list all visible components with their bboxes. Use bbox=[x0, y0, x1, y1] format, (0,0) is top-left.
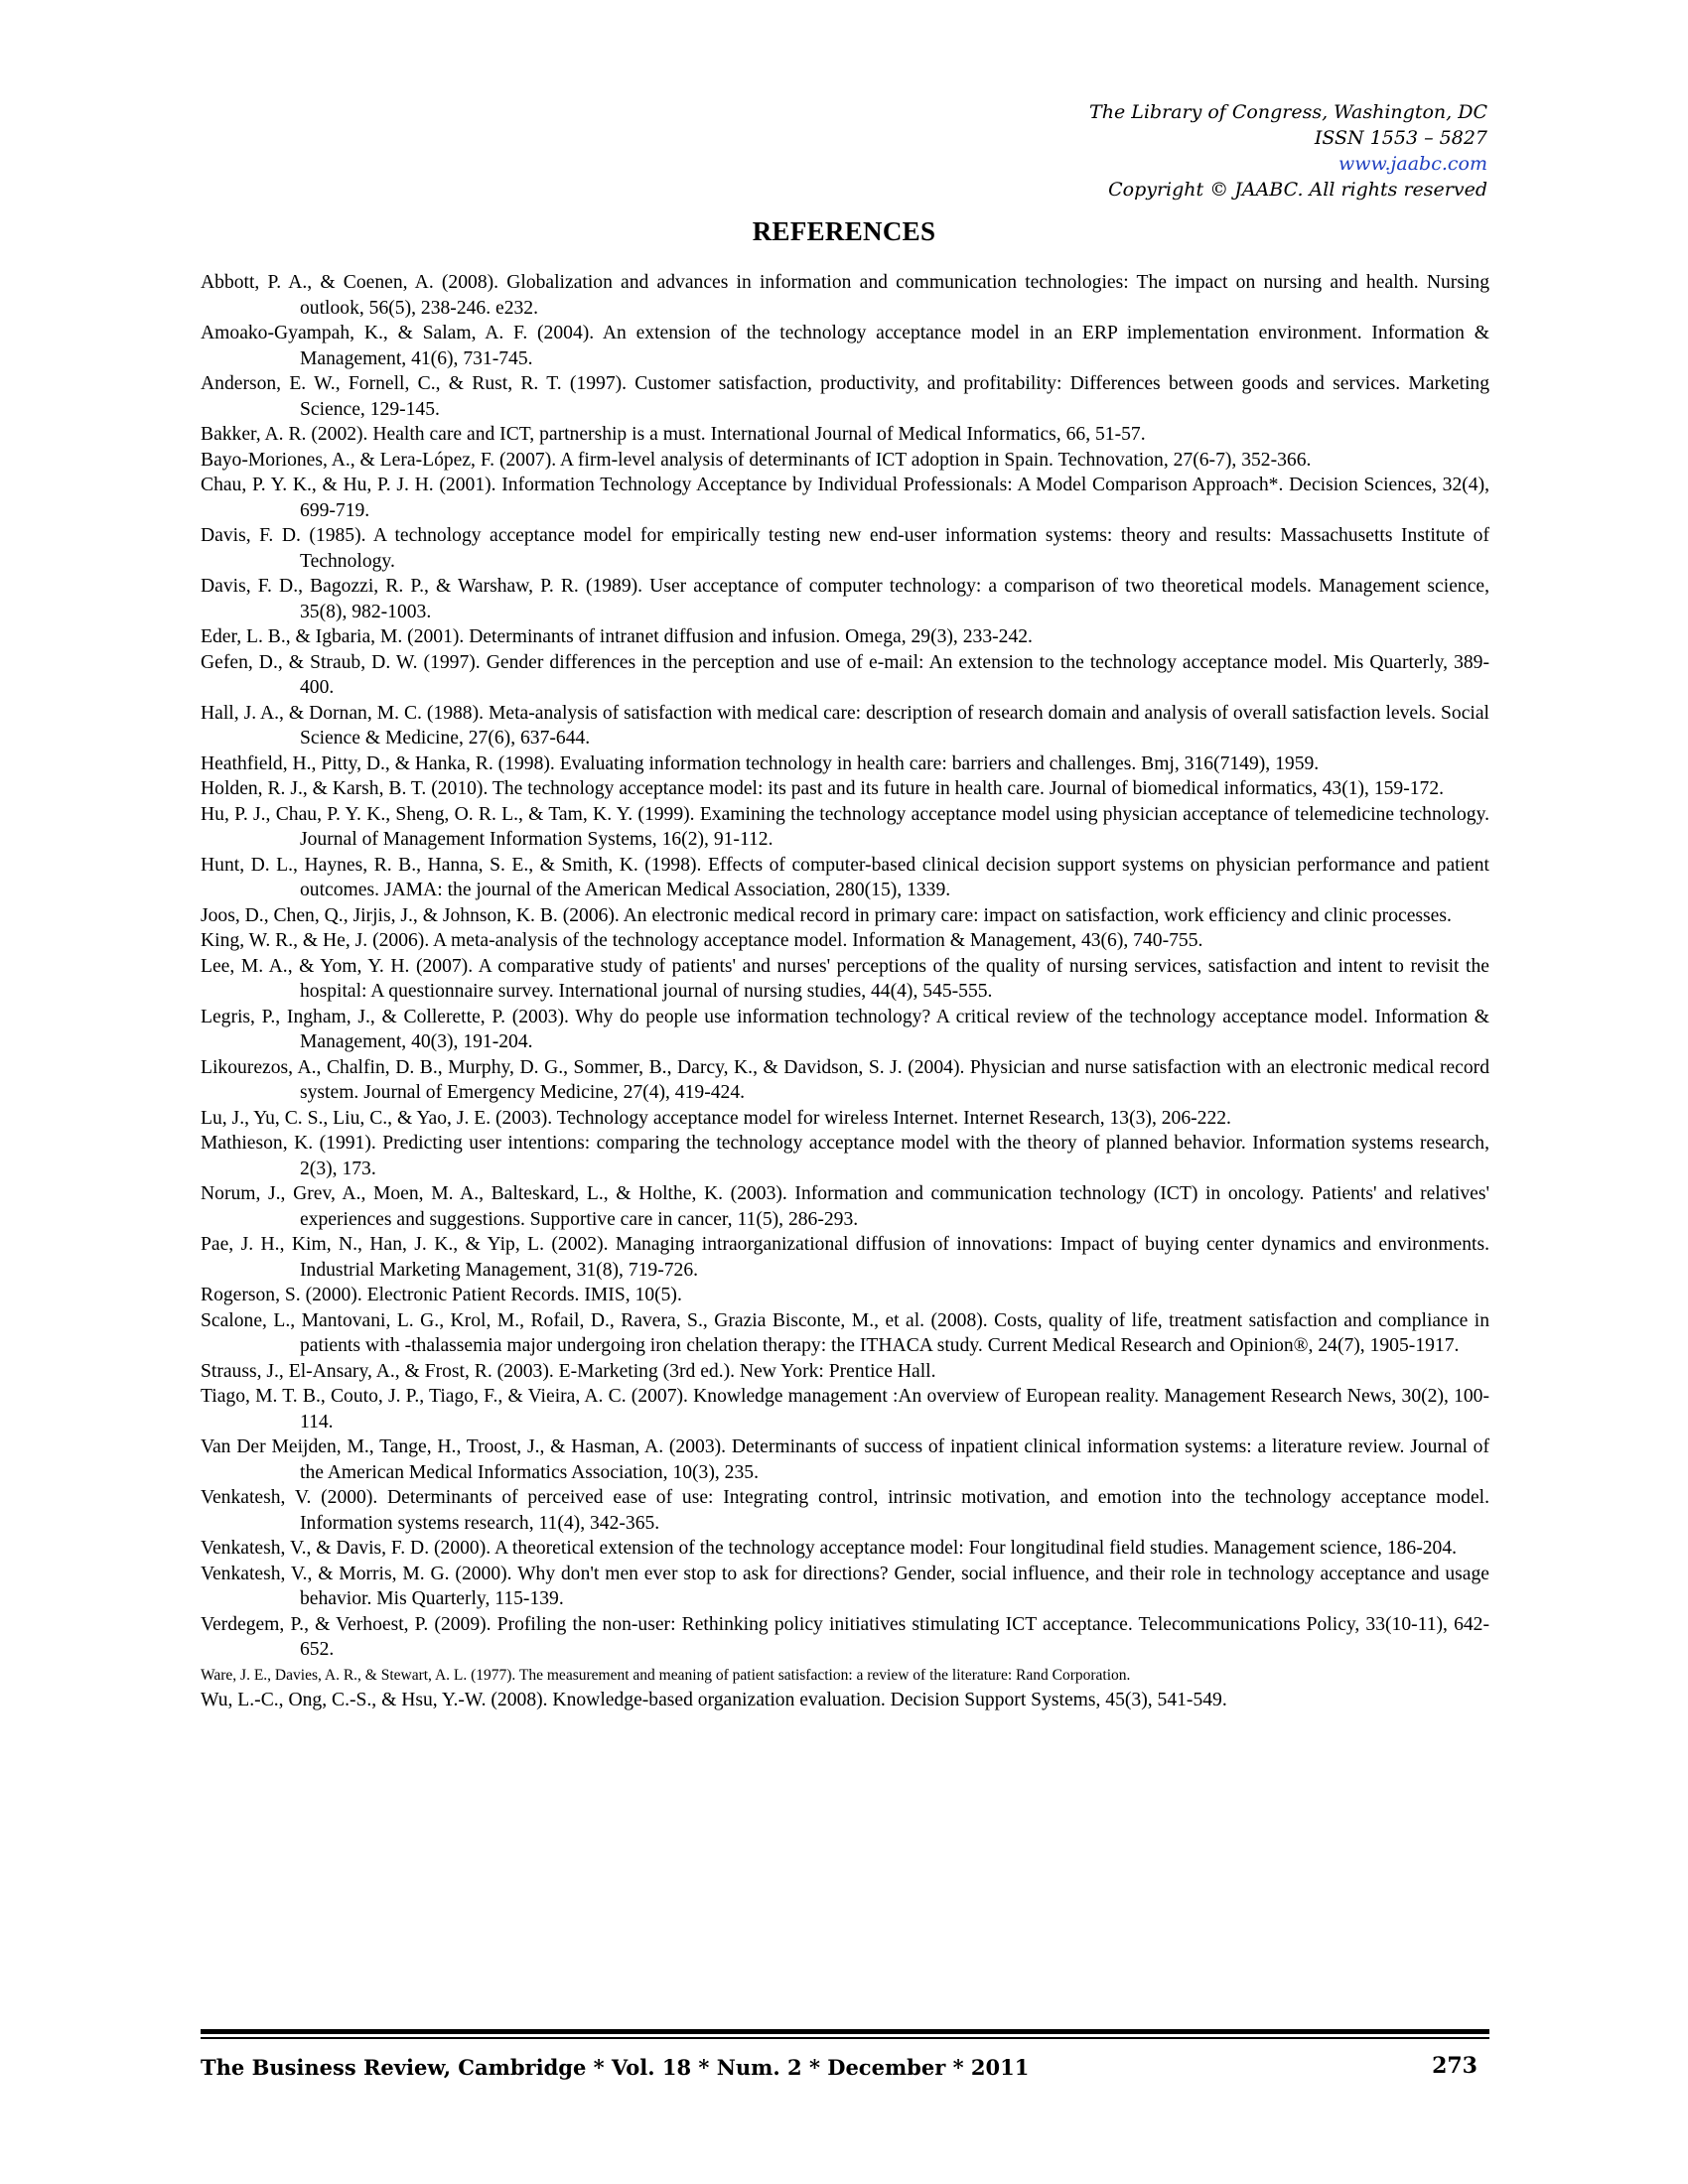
reference-item: Lee, M. A., & Yom, Y. H. (2007). A comparative study of patients' and nurses' perceptions of the quality of nursing services, satisfaction and intent to revisit the hospital: A questionnaire survey. International journal of nursing studies, 44(4), 545-555. bbox=[201, 955, 1489, 1002]
reference-item: Norum, J., Grev, A., Moen, M. A., Balteskard, L., & Holthe, K. (2003). Information and communication technology (ICT) in oncology. Patients' and relatives' experiences and suggestions. Supportive care in cancer, 11(5), 286-293. bbox=[201, 1183, 1489, 1230]
reference-item: Davis, F. D. (1985). A technology acceptance model for empirically testing new end-user information systems: theory and results: Massachusetts Institute of Technology. bbox=[201, 525, 1489, 572]
reference-item: Chau, P. Y. K., & Hu, P. J. H. (2001). Information Technology Acceptance by Individual Professionals: A Model Comparison Approach*. Decision Sciences, 32(4), 699-719. bbox=[201, 475, 1489, 521]
reference-item: Tiago, M. T. B., Couto, J. P., Tiago, F., & Vieira, A. C. (2007). Knowledge management :An overview of European reality. Management Research News, 30(2), 100-114. bbox=[201, 1386, 1489, 1433]
footer-divider-thick bbox=[201, 2029, 1489, 2034]
reference-item: Amoako-Gyampah, K., & Salam, A. F. (2004). An extension of the technology acceptance model in an ERP implementation environment. Information & Management, 41(6), 731-745. bbox=[201, 323, 1489, 369]
reference-item: Venkatesh, V. (2000). Determinants of perceived ease of use: Integrating control, intrinsic motivation, and emotion into the technology acceptance model. Information systems research, 11(4), 342-365. bbox=[201, 1487, 1489, 1534]
reference-item: Venkatesh, V., & Morris, M. G. (2000). Why don't men ever stop to ask for directions? Gender, social influence, and their role in technology acceptance and usage behavior. Mis Quarterly, 115-139. bbox=[201, 1563, 1489, 1609]
reference-item: Strauss, J., El-Ansary, A., & Frost, R. (2003). E-Marketing (3rd ed.). New York: Prentice Hall. bbox=[201, 1360, 936, 1382]
reference-item: Venkatesh, V., & Davis, F. D. (2000). A theoretical extension of the technology acceptance model: Four longitudinal field studies. Management science, 186-204. bbox=[201, 1538, 1458, 1559]
reference-item: Hunt, D. L., Haynes, R. B., Hanna, S. E., & Smith, K. (1998). Effects of computer-based clinical decision support systems on physician performance and patient outcomes. JAMA: the journal of the American Medical Association, 280(15), 1339. bbox=[201, 854, 1489, 900]
footer-journal-citation: The Business Review, Cambridge * Vol. 18 * Num. 2 * December * 2011 bbox=[201, 2055, 1030, 2080]
reference-item: Joos, D., Chen, Q., Jirjis, J., & Johnson, K. B. (2006). An electronic medical record in primary care: impact on satisfaction, work efficiency and clinic processes. bbox=[201, 904, 1452, 926]
reference-item: Bayo-Moriones, A., & Lera-López, F. (2007). A firm-level analysis of determinants of ICT adoption in Spain. Technovation, 27(6-7), 352-366. bbox=[201, 449, 1312, 471]
reference-item: Rogerson, S. (2000). Electronic Patient Records. IMIS, 10(5). bbox=[201, 1285, 682, 1305]
header-issn-line: ISSN 1553 – 5827 bbox=[1314, 127, 1487, 149]
reference-item: Hall, J. A., & Dornan, M. C. (1988). Meta-analysis of satisfaction with medical care: description of research domain and analysis of overall satisfaction levels. Social Science & Medicine, 27(6), 637-644. bbox=[201, 702, 1489, 749]
reference-item: King, W. R., & He, J. (2006). A meta-analysis of the technology acceptance model. Information & Management, 43(6), 740-755. bbox=[201, 930, 1203, 951]
reference-item: Verdegem, P., & Verhoest, P. (2009). Profiling the non-user: Rethinking policy initiatives stimulating ICT acceptance. Telecommunications Policy, 33(10-11), 642-652. bbox=[201, 1613, 1489, 1660]
reference-item: Gefen, D., & Straub, D. W. (1997). Gender differences in the perception and use of e-mail: An extension to the technology acceptance model. Mis Quarterly, 389-400. bbox=[201, 651, 1489, 698]
reference-item: Ware, J. E., Davies, A. R., & Stewart, A. L. (1977). The measurement and meaning of patient satisfaction: a review of the literature: Rand Corporation. bbox=[201, 1666, 1131, 1684]
page-number: 273 bbox=[1432, 2053, 1477, 2079]
reference-item: Abbott, P. A., & Coenen, A. (2008). Globalization and advances in information and communication technologies: The impact on nursing and health. Nursing outlook, 56(5), 238-246. e232. bbox=[201, 272, 1489, 319]
reference-item: Eder, L. B., & Igbaria, M. (2001). Determinants of intranet diffusion and infusion. Omega, 29(3), 233-242. bbox=[201, 626, 1033, 647]
reference-item: Anderson, E. W., Fornell, C., & Rust, R. T. (1997). Customer satisfaction, productivity, and profitability: Differences between goods and services. Marketing Science, 129-145. bbox=[201, 373, 1489, 420]
reference-item: Likourezos, A., Chalfin, D. B., Murphy, D. G., Sommer, B., Darcy, K., & Davidson, S. J. (2004). Physician and nurse satisfaction with an electronic medical record system. Journal of Emergency Medicine, 27(4), 419-424. bbox=[201, 1056, 1489, 1103]
reference-item: Van Der Meijden, M., Tange, H., Troost, J., & Hasman, A. (2003). Determinants of success of inpatient clinical information systems: a literature review. Journal of the American Medical Informatics Association, 10(3), 235. bbox=[201, 1436, 1489, 1483]
reference-item: Legris, P., Ingham, J., & Collerette, P. (2003). Why do people use information technology? A critical review of the technology acceptance model. Information & Management, 40(3), 191-204. bbox=[201, 1006, 1489, 1052]
reference-item: Holden, R. J., & Karsh, B. T. (2010). The technology acceptance model: its past and its future in health care. Journal of biomedical informatics, 43(1), 159-172. bbox=[201, 778, 1445, 799]
reference-item: Mathieson, K. (1991). Predicting user intentions: comparing the technology acceptance model with the theory of planned behavior. Information systems research, 2(3), 173. bbox=[201, 1133, 1489, 1179]
reference-item: Pae, J. H., Kim, N., Han, J. K., & Yip, L. (2002). Managing intraorganizational diffusion of innovations: Impact of buying center dynamics and environments. Industrial Marketing Management, 31(8), 719-726. bbox=[201, 1234, 1489, 1281]
page-title: REFERENCES bbox=[752, 216, 936, 246]
reference-item: Scalone, L., Mantovani, L. G., Krol, M., Rofail, D., Ravera, S., Grazia Bisconte, M., et al. (2008). Costs, quality of life, treatment satisfaction and compliance in patients with -thalassemia major undergoing iron chelation therapy: the ITHACA study. Current Medical Research and Opinion®, 24(7), 1905-1917. bbox=[201, 1309, 1489, 1356]
header-copyright-line: Copyright © JAABC. All rights reserved bbox=[1108, 179, 1487, 201]
reference-item: Bakker, A. R. (2002). Health care and ICT, partnership is a must. International Journal of Medical Informatics, 66, 51-57. bbox=[201, 424, 1146, 445]
reference-list bbox=[201, 270, 1489, 1713]
reference-item: Wu, L.-C., Ong, C.-S., & Hsu, Y.-W. (2008). Knowledge-based organization evaluation. Decision Support Systems, 45(3), 541-549. bbox=[201, 1690, 1227, 1710]
footer-divider-thin bbox=[201, 2037, 1489, 2039]
reference-item: Heathfield, H., Pitty, D., & Hanka, R. (1998). Evaluating information technology in health care: barriers and challenges. Bmj, 316(7149), 1959. bbox=[201, 752, 1320, 774]
reference-item: Lu, J., Yu, C. S., Liu, C., & Yao, J. E. (2003). Technology acceptance model for wireless Internet. Internet Research, 13(3), 206-222. bbox=[201, 1107, 1231, 1129]
header-library-line: The Library of Congress, Washington, DC bbox=[1089, 101, 1487, 123]
reference-item: Hu, P. J., Chau, P. Y. K., Sheng, O. R. L., & Tam, K. Y. (1999). Examining the technology acceptance model using physician acceptance of telemedicine technology. Journal of Management Information Systems, 16(2), 91-112. bbox=[201, 803, 1489, 850]
reference-item: Davis, F. D., Bagozzi, R. P., & Warshaw, P. R. (1989). User acceptance of computer technology: a comparison of two theoretical models. Management science, 35(8), 982-1003. bbox=[201, 576, 1489, 622]
journal-header bbox=[1089, 99, 1487, 203]
header-website-link[interactable]: www.jaabc.com bbox=[1337, 153, 1487, 175]
